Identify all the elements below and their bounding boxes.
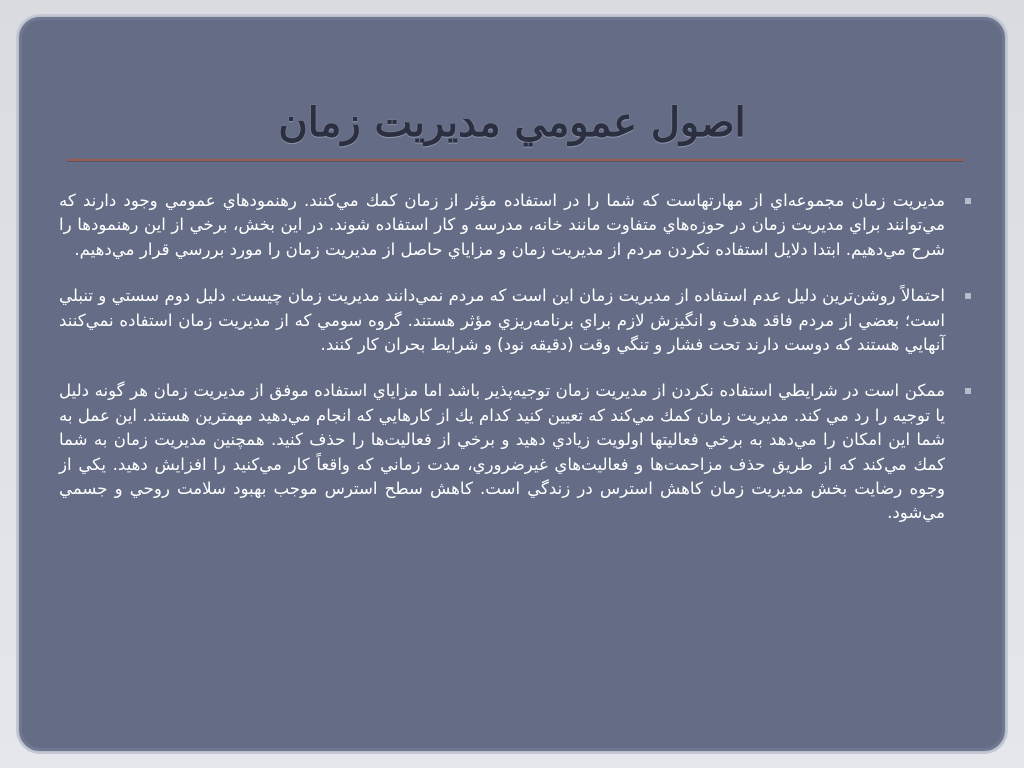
bullet-item (59, 379, 971, 525)
square-bullet-icon (965, 388, 971, 394)
bullet-item (59, 284, 971, 357)
square-bullet-icon (965, 198, 971, 204)
bullet-text: مديريت زمان مجموعه‌اي از مهارتهاست كه شما را در استفاده مؤثر از زمان كمك مي‌كنند. رهنمودهاي عمومي وجود دارند كه مي‌توانند براي مديريت زمان در حوزه‌هاي متفاوت مانند خانه، مدرسه و كار استفاده شوند. در اين بخش، برخي از اين رهنمودها را شرح مي‌دهيم. ابتدا دلايل استفاده نكردن مردم از مديريت زمان و مزاياي حاصل از مديريت زمان را مورد بررسي قرار مي‌دهيم. (59, 191, 945, 259)
bullet-item (59, 189, 971, 262)
bullet-list (59, 189, 971, 548)
slide (18, 16, 1006, 752)
bullet-text: احتمالاً روشن‌ترين دليل عدم استفاده از مديريت زمان اين است كه مردم نمي‌دانند مديريت زمان چيست. دليل دوم سستي و تنبلي است؛ بعضي از مردم فاقد هدف و انگيزش لازم براي برنامه‌ريزي مؤثر هستند. گروه سومي كه از مديريت زمان استفاده نمي‌كنند آنهايي هستند كه دوست دارند تحت فشار و تنگي وقت (دقيقه نود) و شرايط بحران كار كنند. (59, 286, 945, 355)
bullet-text: ممكن است در شرايطي استفاده نكردن از مديريت زمان توجيه‌پذير باشد اما مزاياي استفاده موفق از مديريت زمان هر گونه دليل يا توجيه را رد مي كند. مديريت زمان كمك مي‌كند كه تعيين كنيد كدام يك از كارهايي كه انجام مي‌دهيد مهمترين هستند. اين عمل به شما اين امكان را مي‌دهد به برخي فعاليتها اولويت زيادي دهيد و برخي از فعاليت‌ها را حذف كنيد. همچنين مديريت زمان به شما كمك مي‌كند كه از طريق حذف مزاحمت‌ها و فعاليت‌هاي غيرضروري، مدت زماني كه واقعاً كار مي‌كنيد را افزايش دهيد. يكي از وجوه رضايت بخش مديريت زمان كاهش استرس در زندگي است. كاهش سطح استرس موجب بهبود سلامت روحي و جسمي مي‌شود. (59, 381, 945, 523)
title-divider (67, 159, 963, 161)
slide-title: اصول عمومي مديريت زمان (278, 99, 746, 146)
square-bullet-icon (965, 293, 971, 299)
